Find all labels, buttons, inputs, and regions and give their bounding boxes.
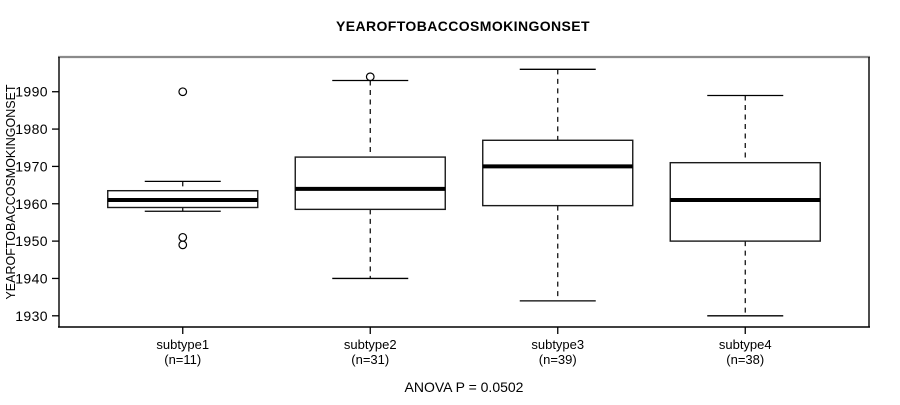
x-tick-sublabel-subtype4: (n=38) <box>726 352 765 367</box>
outlier-point-subtype1-1990 <box>179 88 187 96</box>
y-tick-label-1980: 1980 <box>15 121 48 138</box>
y-tick-label-1950: 1950 <box>15 233 48 250</box>
outlier-point-subtype2-1994 <box>366 73 374 81</box>
y-tick-label-1970: 1970 <box>15 158 48 175</box>
x-tick-label-subtype2: subtype2 <box>343 337 397 352</box>
x-tick-label-subtype4: subtype4 <box>718 337 772 352</box>
anova-annotation: ANOVA P = 0.0502 <box>404 379 524 395</box>
y-axis-title: YEAROFTOBACCOSMOKINGONSET <box>4 84 18 300</box>
iqr-box-subtype3 <box>483 140 633 205</box>
y-tick-label-1940: 1940 <box>15 270 48 287</box>
outlier-point-subtype1-1949 <box>179 241 187 249</box>
x-tick-sublabel-subtype2: (n=31) <box>351 352 390 367</box>
y-tick-label-1960: 1960 <box>15 195 48 212</box>
iqr-box-subtype2 <box>295 157 445 209</box>
y-tick-label-1930: 1930 <box>15 307 48 324</box>
x-tick-label-subtype1: subtype1 <box>156 337 210 352</box>
outlier-point-subtype1-1951 <box>179 234 187 242</box>
y-tick-label-1990: 1990 <box>15 83 48 100</box>
x-tick-sublabel-subtype3: (n=39) <box>538 352 577 367</box>
plot-area <box>15 57 870 367</box>
x-tick-label-subtype3: subtype3 <box>531 337 585 352</box>
chart-title: YEAROFTOBACCOSMOKINGONSET <box>336 18 590 34</box>
x-tick-sublabel-subtype1: (n=11) <box>164 352 202 367</box>
